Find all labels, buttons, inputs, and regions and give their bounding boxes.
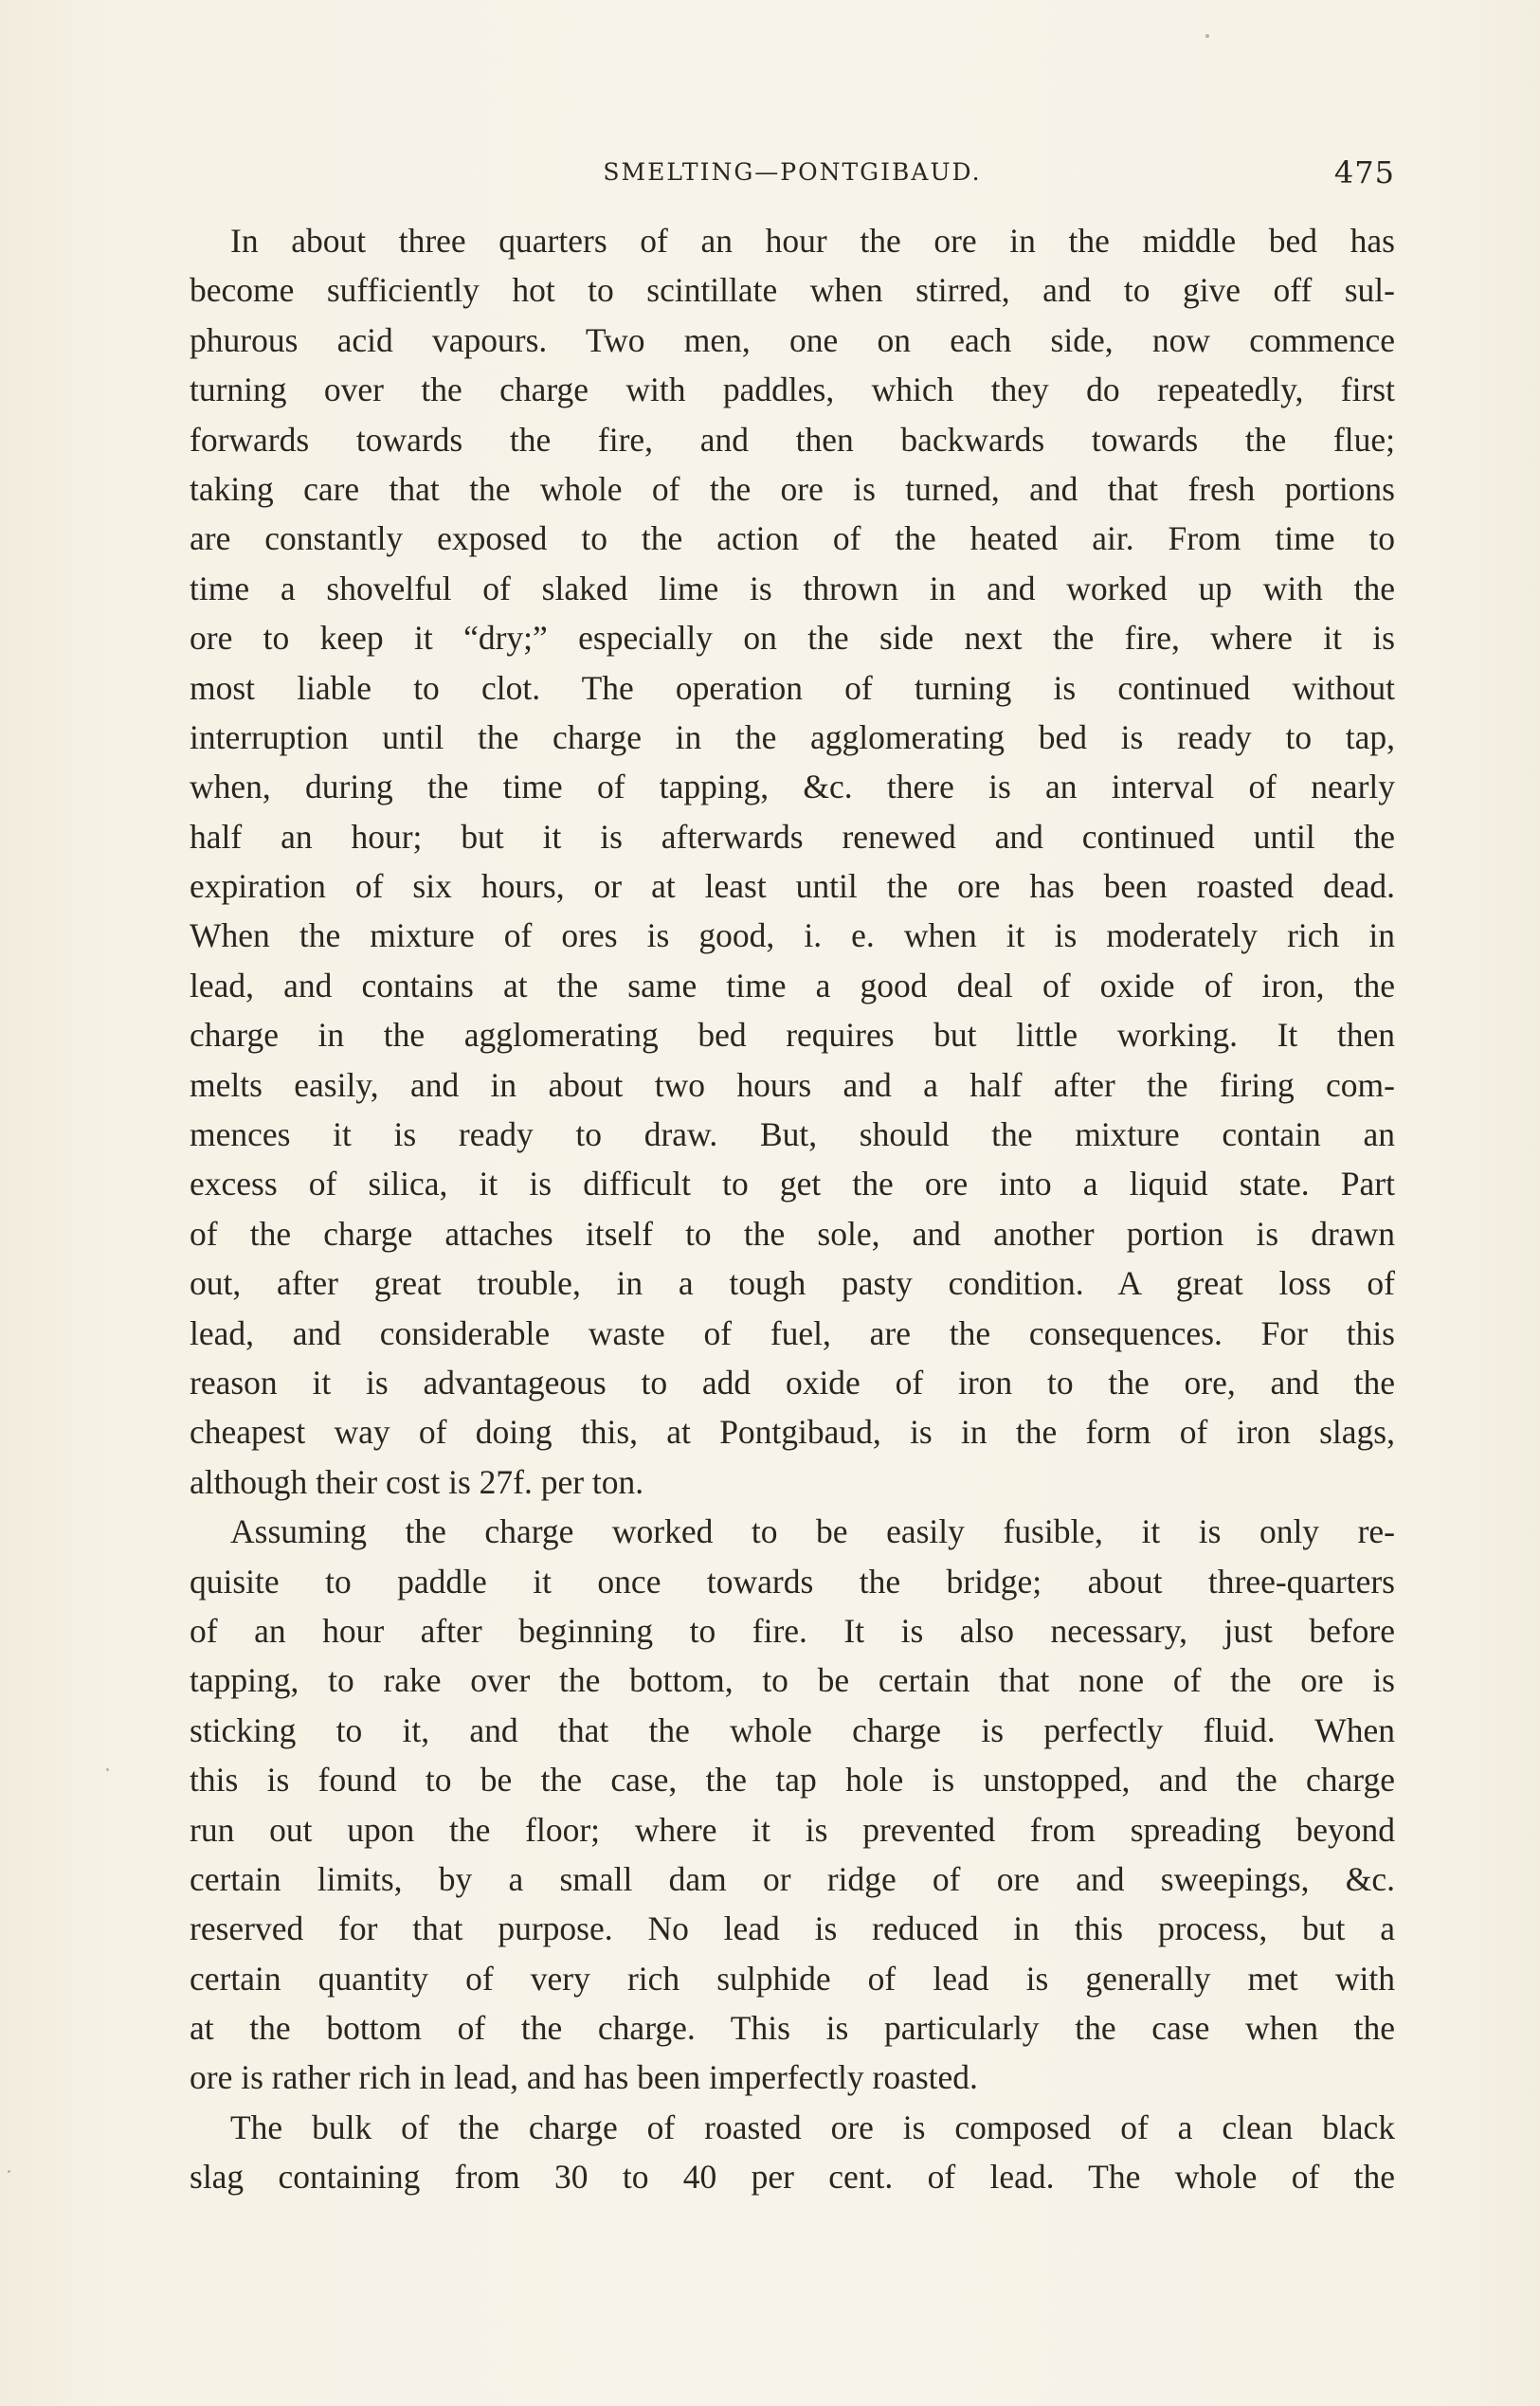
text-line: ore to keep it “dry;” especially on the side next the fire, where it is bbox=[190, 619, 1395, 658]
text-line: taking care that the whole of the ore is turned, and that fresh portions bbox=[190, 469, 1395, 508]
text-line: mences it is ready to draw. But, should the mixture contain an bbox=[190, 1115, 1395, 1154]
text-line: reason it is advantageous to add oxide of iron to the ore, and the bbox=[190, 1363, 1395, 1402]
text-line: Assuming the charge worked to be easily fusible, it is only re- bbox=[230, 1512, 1395, 1551]
text-line: run out upon the floor; where it is prevented from spreading beyond bbox=[190, 1810, 1395, 1849]
text-line: The bulk of the charge of roasted ore is composed of a clean black bbox=[230, 2108, 1395, 2146]
text-line: phurous acid vapours. Two men, one on each side, now commence bbox=[190, 320, 1395, 359]
text-line: out, after great trouble, in a tough pasty condition. A great loss of bbox=[190, 1264, 1395, 1303]
page-number: 475 bbox=[1333, 154, 1395, 190]
text-line: expiration of six hours, or at least until the ore has been roasted dead. bbox=[190, 867, 1395, 906]
paragraph bbox=[190, 216, 1395, 1507]
text-line: sticking to it, and that the whole charge is perfectly fluid. When bbox=[190, 1710, 1395, 1749]
text-line: reserved for that purpose. No lead is reduced in this process, but a bbox=[190, 1909, 1395, 1948]
text-line: In about three quarters of an hour the ore in the middle bed has bbox=[230, 222, 1395, 260]
text-line: although their cost is 27f. per ton. bbox=[190, 1462, 644, 1501]
text-line: certain limits, by a small dam or ridge of ore and sweepings, &c. bbox=[190, 1859, 1395, 1898]
text-line: when, during the time of tapping, &c. there is an interval of nearly bbox=[190, 768, 1395, 806]
text-line: interruption until the charge in the agglomerating bed is ready to tap, bbox=[190, 717, 1395, 756]
text-line: slag containing from 30 to 40 per cent. of lead. The whole of the bbox=[190, 2158, 1395, 2197]
text-line: of an hour after beginning to fire. It is also necessary, just before bbox=[190, 1611, 1395, 1650]
running-head-title: SMELTING—PONTGIBAUD. bbox=[603, 158, 982, 186]
text-line: When the mixture of ores is good, i. e. when it is moderately rich in bbox=[190, 916, 1395, 955]
paper-speck bbox=[1205, 34, 1209, 38]
text-line: forwards towards the fire, and then backwards towards the flue; bbox=[190, 420, 1395, 459]
text-line: this is found to be the case, the tap hole is unstopped, and the charge bbox=[190, 1761, 1395, 1800]
text-line: become sufficiently hot to scintillate when stirred, and to give off sul- bbox=[190, 271, 1395, 310]
paper-speck bbox=[8, 2170, 10, 2173]
text-line: at the bottom of the charge. This is particularly the case when the bbox=[190, 2009, 1395, 2048]
text-line: of the charge attaches itself to the sole, and another portion is drawn bbox=[190, 1214, 1395, 1253]
text-line: quisite to paddle it once towards the bridge; about three-quarters bbox=[190, 1562, 1395, 1601]
text-line: certain quantity of very rich sulphide of lead is generally met with bbox=[190, 1959, 1395, 1998]
text-line: turning over the charge with paddles, which they do repeatedly, first bbox=[190, 371, 1395, 409]
text-line: ore is rather rich in lead, and has been imperfectly roasted. bbox=[190, 2058, 978, 2097]
paper-speck bbox=[106, 1768, 109, 1771]
text-line: excess of silica, it is difficult to get the ore into a liquid state. Part bbox=[190, 1165, 1395, 1203]
paragraph bbox=[190, 1507, 1395, 2103]
running-head bbox=[190, 154, 1395, 202]
text-line: lead, and considerable waste of fuel, are the consequences. For this bbox=[190, 1313, 1395, 1352]
text-line: charge in the agglomerating bed requires but little working. It then bbox=[190, 1016, 1395, 1055]
text-line: most liable to clot. The operation of turning is continued without bbox=[190, 668, 1395, 707]
text-line: half an hour; but it is afterwards renewed and continued until the bbox=[190, 817, 1395, 856]
paragraph bbox=[190, 2103, 1395, 2202]
text-line: tapping, to rake over the bottom, to be certain that none of the ore is bbox=[190, 1661, 1395, 1700]
text-line: time a shovelful of slaked lime is thrown in and worked up with the bbox=[190, 569, 1395, 607]
text-line: lead, and contains at the same time a good deal of oxide of iron, the bbox=[190, 966, 1395, 1004]
text-line: are constantly exposed to the action of the heated air. From time to bbox=[190, 519, 1395, 558]
text-line: melts easily, and in about two hours and a half after the firing com- bbox=[190, 1065, 1395, 1104]
text-line: cheapest way of doing this, at Pontgibaud, is in the form of iron slags, bbox=[190, 1413, 1395, 1452]
body-text bbox=[190, 216, 1395, 2202]
